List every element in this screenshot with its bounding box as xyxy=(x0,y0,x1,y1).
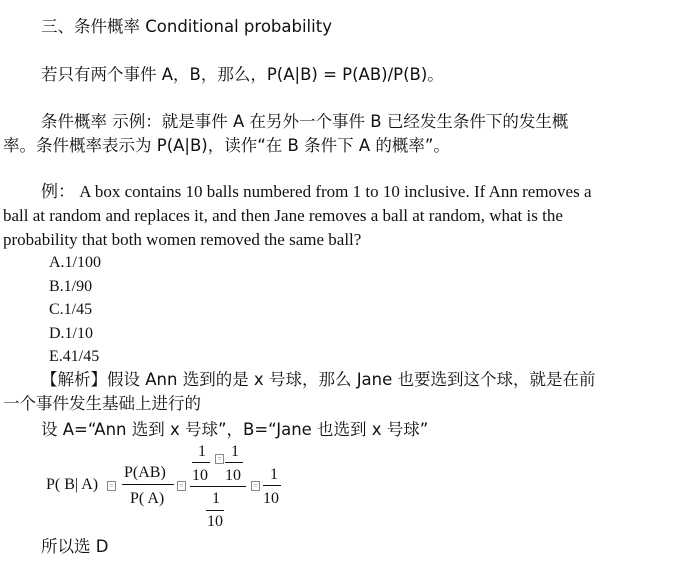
formula-den1: P( A) xyxy=(130,490,165,507)
example-line-2: ball at random and replaces it, and then Jane removes a ball at random, what is the xyxy=(3,206,563,225)
equals-placeholder-2: = xyxy=(177,481,186,491)
formula-ten-c: 10 xyxy=(207,513,223,530)
example-line-3: probability that both women removed the same ball? xyxy=(3,230,362,249)
definition-line-1: 条件概率 示例：就是事件 A 在另外一个事件 B 已经发生条件下的发生概 xyxy=(41,112,569,131)
times-placeholder: = xyxy=(215,454,224,464)
formula-line: 若只有两个事件 A，B，那么，P(A|B) = P(AB)/P(B)。 xyxy=(41,65,444,84)
formula-one-b: 1 xyxy=(231,443,239,460)
section-title: 三、条件概率 Conditional probability xyxy=(41,17,332,36)
formula-one-d: 1 xyxy=(270,466,278,483)
fraction-bar-d xyxy=(263,485,281,486)
example-line-1: 例： A box contains 10 balls numbered from 1 to 10 inclusive. If Ann removes a xyxy=(41,182,592,201)
equals-placeholder-3: = xyxy=(251,481,260,491)
choice-d: D.1/10 xyxy=(49,325,93,342)
formula-one-a: 1 xyxy=(198,443,206,460)
analysis-line-3: 设 A=“Ann 选到 x 号球”，B=“Jane 也选到 x 号球” xyxy=(41,420,429,439)
fraction-bar-a xyxy=(192,462,210,463)
formula-num1: P(AB) xyxy=(124,464,166,481)
analysis-line-2: 一个事件发生基础上进行的 xyxy=(3,394,201,413)
solution-formula xyxy=(46,440,346,535)
formula-ten-d: 10 xyxy=(263,490,279,507)
choice-e: E.41/45 xyxy=(49,348,100,365)
fraction-bar-main xyxy=(190,486,246,487)
analysis-line-1: 【解析】假设 Ann 选到的是 x 号球，那么 Jane 也要选到这个球，就是在前 xyxy=(41,370,596,389)
formula-ten-a: 10 xyxy=(192,467,208,484)
equals-placeholder-1: = xyxy=(107,481,116,491)
fraction-bar-b xyxy=(225,462,243,463)
formula-one-c: 1 xyxy=(212,490,220,507)
conclusion: 所以选 D xyxy=(41,537,109,556)
choice-a: A.1/100 xyxy=(49,254,101,271)
choice-c: C.1/45 xyxy=(49,301,93,318)
choice-b: B.1/90 xyxy=(49,278,93,295)
formula-ten-b: 10 xyxy=(225,467,241,484)
fraction-bar-1 xyxy=(122,484,174,485)
definition-line-2: 率。条件概率表示为 P(A|B)，读作“在 B 条件下 A 的概率”。 xyxy=(3,136,450,155)
fraction-bar-c xyxy=(206,510,224,511)
formula-lhs: P( B| A) xyxy=(46,476,99,493)
